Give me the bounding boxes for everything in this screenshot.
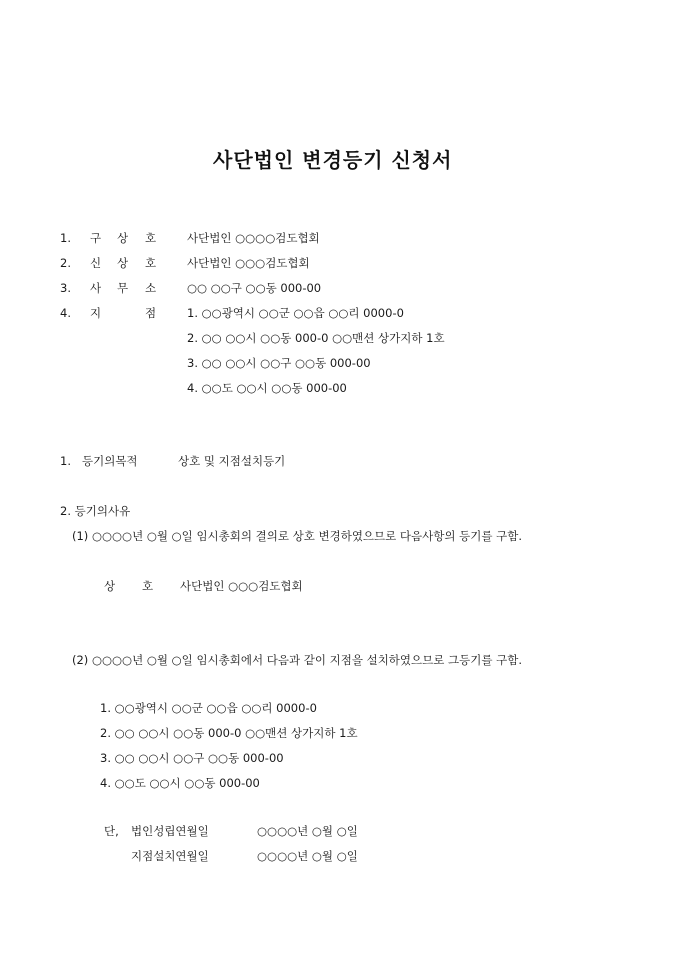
row-label-char: 호 (145, 231, 157, 245)
row-label-char: 상 (117, 231, 129, 245)
section-number: 1. (60, 454, 71, 468)
trade-name-label-char: 호 (142, 579, 154, 593)
branch-item: 2. ○○ ○○시 ○○동 000-0 ○○맨션 상가지하 1호 (187, 331, 445, 345)
trade-name-label-char: 상 (104, 579, 116, 593)
dates-prefix: 단, (104, 824, 119, 838)
row-value: 사단법인 ○○○○검도협회 (187, 231, 320, 245)
row-label-char: 무 (117, 281, 129, 295)
row-number: 4. (60, 306, 71, 320)
row-label-char: 사 (90, 281, 102, 295)
row-label-char: 상 (117, 256, 129, 270)
reason-heading: 2. 등기의사유 (60, 504, 131, 518)
row-label-char: 지 (90, 306, 102, 320)
establishment-date-value: ○○○○년 ○월 ○일 (257, 824, 358, 838)
row-number: 1. (60, 231, 71, 245)
trade-name-value: 사단법인 ○○○검도협회 (180, 579, 303, 593)
reason-item-2: (2) ○○○○년 ○월 ○일 임시총회에서 다음과 같이 지점을 설치하였으므로 그등기를 구함. (72, 653, 522, 667)
row-label-char: 호 (145, 256, 157, 270)
row-label-char: 신 (90, 256, 102, 270)
purpose-value: 상호 및 지점설치등기 (178, 454, 286, 468)
row-label-char: 구 (90, 231, 102, 245)
document-title: 사단법인 변경등기 신청서 (213, 148, 453, 172)
new-branch-item: 3. ○○ ○○시 ○○구 ○○동 000-00 (100, 751, 284, 765)
row-number: 2. (60, 256, 71, 270)
branch-item: 1. ○○광역시 ○○군 ○○읍 ○○리 0000-0 (187, 306, 404, 320)
establishment-date-label: 법인성립연월일 (131, 824, 209, 838)
row-label-char: 점 (145, 306, 157, 320)
branch-item: 4. ○○도 ○○시 ○○동 000-00 (187, 381, 347, 395)
row-label-char: 소 (145, 281, 157, 295)
row-number: 3. (60, 281, 71, 295)
new-branch-item: 2. ○○ ○○시 ○○동 000-0 ○○맨션 상가지하 1호 (100, 726, 358, 740)
reason-item-1: (1) ○○○○년 ○월 ○일 임시총회의 결의로 상호 변경하였으므로 다음사항의 등기를 구함. (72, 529, 522, 543)
branch-item: 3. ○○ ○○시 ○○구 ○○동 000-00 (187, 356, 371, 370)
new-branch-item: 4. ○○도 ○○시 ○○동 000-00 (100, 776, 260, 790)
row-value: 사단법인 ○○○검도협회 (187, 256, 310, 270)
branch-date-value: ○○○○년 ○월 ○일 (257, 849, 358, 863)
new-branch-item: 1. ○○광역시 ○○군 ○○읍 ○○리 0000-0 (100, 701, 317, 715)
purpose-label: 등기의목적 (82, 454, 138, 468)
row-value: ○○ ○○구 ○○동 000-00 (187, 281, 322, 295)
branch-date-label: 지점설치연월일 (131, 849, 209, 863)
